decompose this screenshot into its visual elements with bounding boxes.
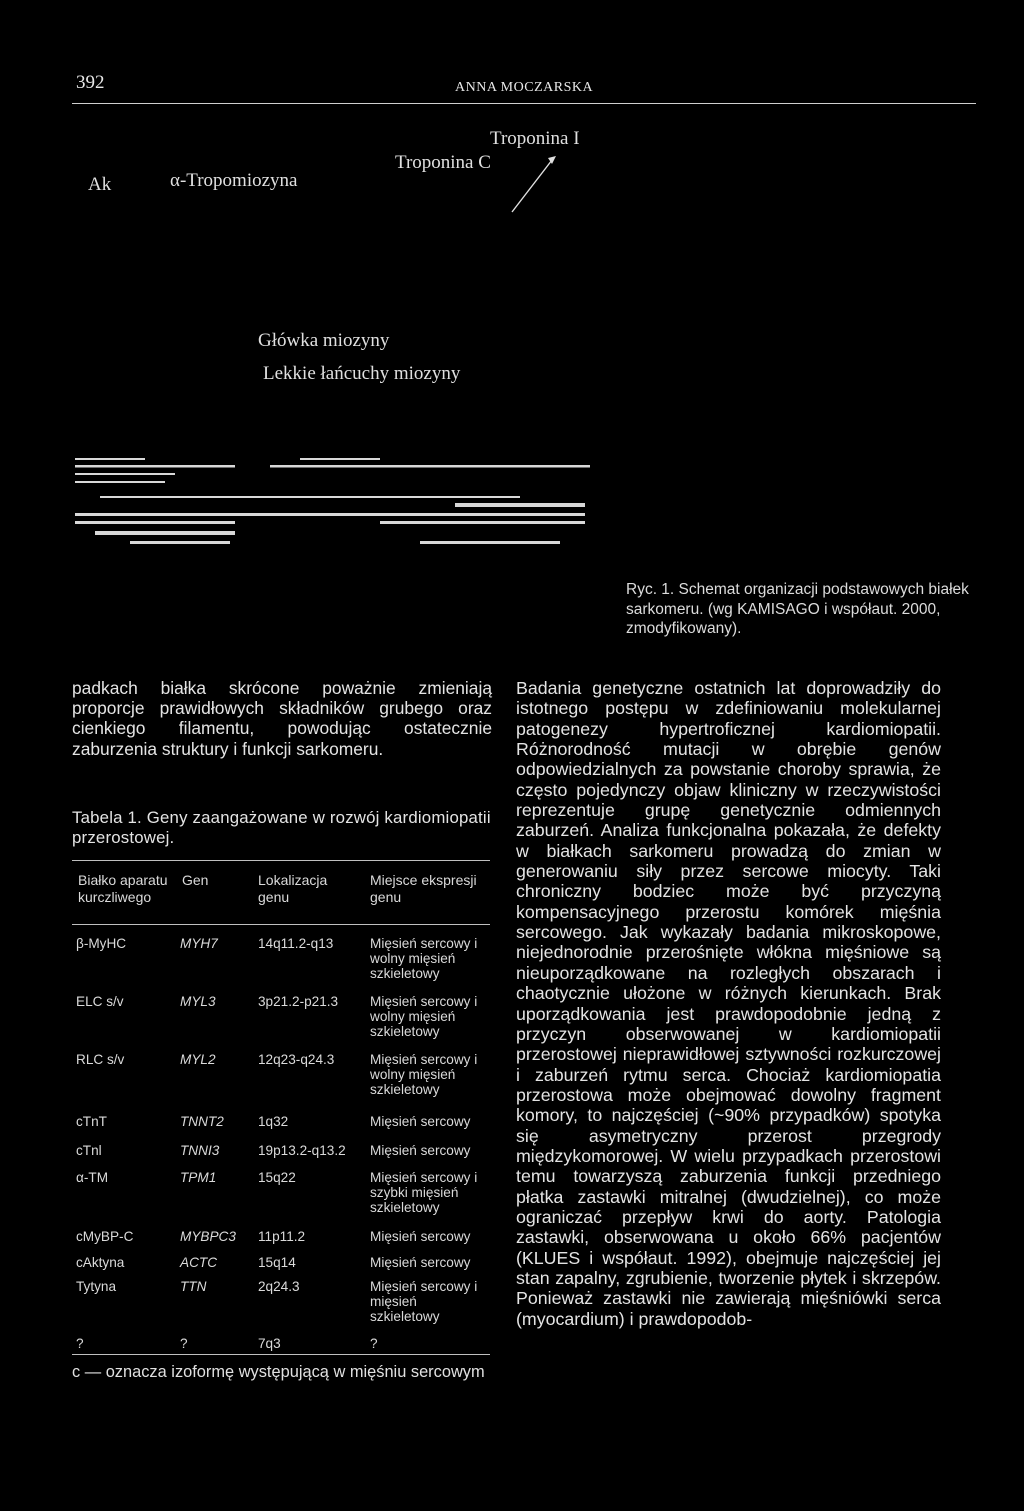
table-cell-expression: ? bbox=[370, 1336, 378, 1351]
table-cell-locus: 2q24.3 bbox=[258, 1279, 300, 1294]
table-header-expression: Miejsce ekspresji genu bbox=[370, 872, 477, 905]
table-cell-gene: MYBPC3 bbox=[180, 1229, 236, 1244]
right-paragraph-text: Badania genetyczne ostatnich lat doprowadziły do istotnego postępu w zdefiniowaniu molekularnej patogenezy hypertroficznej kardiomiopatii. Różnorodność mutacji w obrębie genów odpowiedzialnych za powstanie choroby sprawia, że często pojedynczy objaw kliniczny w rzeczywistości reprezentuje grupę genetycznie odmiennych zaburzeń. Analiza funkcjonalna pokazała, że defekty w białkach sarkomeru prowadzą do zmian w generowaniu siły przez sercowe miocyty. Taki chroniczny bodziec może być przyczyną kompensacyjnego przerostu komórek mięśnia sercowego. Jak wykazały badania mikroskopowe, niejednorodnie przerośnięte włókna mięśniowe są nieuporządkowane na rozległych obszarach i chaotycznie ułożone w różnych kierunkach. Brak uporządkowania jest prawdopodobnie jedną z przyczyn obserwowanej w kardiomiopatii przerostowej nieprawidłowej sztywności rozkurczowej i zaburzeń rytmu serca. Chociaż kardiomiopatia przerostowa może obejmować dowolny fragment komory, to najczęściej (~90% przypadków) spotyka się asymetryczny przerost przegrody międzykomorowej. W wielu przypadkach przerostowi temu towarzyszą zaburzenia funkcji przedniego płatka zastawki mitralnej (dwudzielnej), co może ograniczać przepływ krwi do aorty. Patologia zastawki, obserwowana u około 66% pacjentów (KLUES i współaut. 1992), obejmuje najczęściej jej stan zapalny, zgrubienie, tworzenie płytek i skrzepów. Ponieważ zastawki nie zawierają mięśniówki serca (myocardium) i prawdopodob- bbox=[516, 678, 941, 1329]
table-cell-gene: TNNI3 bbox=[180, 1143, 220, 1158]
table-cell-expression: Mięsień sercowy bbox=[370, 1229, 471, 1244]
table-cell-expression: Mięsień sercowy bbox=[370, 1114, 471, 1129]
table-cell-protein: cMyBP-C bbox=[76, 1229, 134, 1244]
table-cell-locus: 3p21.2-p21.3 bbox=[258, 994, 339, 1009]
table-caption: Tabela 1. Geny zaangażowane w rozwój kardiomiopatii przerostowej. bbox=[72, 808, 491, 847]
table-cell-gene: MYL3 bbox=[180, 994, 216, 1009]
table-cell-locus: 19p13.2-q13.2 bbox=[258, 1143, 346, 1158]
table-cell-expression: Mięsień sercowy i mięsień szkieletowy bbox=[370, 1279, 478, 1324]
figure-label-tropomyosin: α-Tropomiozyna bbox=[170, 170, 298, 191]
table-cell-locus: 15q14 bbox=[258, 1255, 296, 1270]
table-header-protein: Białko aparatu kurczliwego bbox=[78, 872, 168, 905]
table-header-locus: Lokalizacja genu bbox=[258, 872, 328, 905]
sarcomere-figure bbox=[0, 0, 1024, 600]
table-cell-gene: ? bbox=[180, 1336, 188, 1351]
running-head-author: ANNA MOCZARSKA bbox=[455, 80, 594, 95]
table-cell-protein: cTnl bbox=[76, 1143, 102, 1158]
table-cell-gene: MYH7 bbox=[180, 936, 218, 951]
table-top-rule bbox=[72, 860, 490, 861]
figure-label-ak: Ak bbox=[88, 174, 112, 195]
table-cell-expression: Mięsień sercowy i wolny mięsień szkieletowy bbox=[370, 936, 478, 981]
table-cell-protein: RLC s/v bbox=[76, 1052, 125, 1067]
table-bottom-rule bbox=[72, 1354, 490, 1355]
table-cell-gene: TTN bbox=[180, 1279, 207, 1294]
table-cell-gene: MYL2 bbox=[180, 1052, 216, 1067]
table-cell-gene: ACTC bbox=[180, 1255, 218, 1270]
table-cell-protein: ELC s/v bbox=[76, 994, 124, 1009]
table-cell-locus: 1q32 bbox=[258, 1114, 289, 1129]
table-cell-protein: Tytyna bbox=[76, 1279, 117, 1294]
figure-label-troponin-i: Troponina I bbox=[490, 128, 580, 149]
table-cell-expression: Mięsień sercowy bbox=[370, 1143, 471, 1158]
table-cell-expression: Mięsień sercowy i wolny mięsień szkieletowy bbox=[370, 994, 478, 1039]
figure-label-myosin-head: Główka miozyny bbox=[258, 330, 390, 351]
table-cell-locus: 7q3 bbox=[258, 1336, 281, 1351]
thick-thin-filament-traces bbox=[75, 458, 590, 544]
figure-caption: Ryc. 1. Schemat organizacji podstawowych białek sarkomeru. (wg KAMISAGO i współaut. 2000, zmodyfikowany). bbox=[626, 581, 969, 637]
table-cell-locus: 11p11.2 bbox=[258, 1229, 306, 1244]
table-header-gene: Gen bbox=[182, 872, 209, 888]
table-cell-gene: TPM1 bbox=[180, 1170, 217, 1185]
right-paragraph bbox=[516, 678, 941, 1329]
table-footnote: c — oznacza izoformę występującą w mięśniu sercowym bbox=[72, 1363, 485, 1381]
table-cell-protein: β-MyHC bbox=[76, 936, 127, 951]
table-cell-protein: cAktyna bbox=[76, 1255, 125, 1270]
table-cell-expression: Mięsień sercowy bbox=[370, 1255, 471, 1270]
table-cell-gene: TNNT2 bbox=[180, 1114, 224, 1129]
table-cell-protein: ? bbox=[76, 1336, 84, 1351]
figure-label-light-chains: Lekkie łańcuchy miozyny bbox=[263, 363, 461, 384]
table-cell-locus: 12q23-q24.3 bbox=[258, 1052, 335, 1067]
table-cell-locus: 15q22 bbox=[258, 1170, 296, 1185]
table-cell-locus: 14q11.2-q13 bbox=[258, 936, 334, 951]
table-cell-protein: cTnT bbox=[76, 1114, 107, 1129]
figure-label-troponin-c: Troponina C bbox=[395, 152, 491, 173]
left-paragraph: padkach białka skrócone poważnie zmieniają proporcje prawidłowych składników grubego oraz cienkiego filamentu, powodując ostatecznie zaburzenia struktury i funkcji sarkomeru. bbox=[72, 678, 492, 759]
page-number: 392 bbox=[76, 72, 105, 93]
table-cell-protein: α-TM bbox=[76, 1170, 109, 1185]
troponin-i-pointer bbox=[512, 156, 556, 212]
table-header-rule bbox=[72, 924, 490, 925]
table-cell-expression: Mięsień sercowy i wolny mięsień szkieletowy bbox=[370, 1052, 478, 1097]
table-cell-expression: Mięsień sercowy i szybki mięsień szkieletowy bbox=[370, 1170, 478, 1215]
